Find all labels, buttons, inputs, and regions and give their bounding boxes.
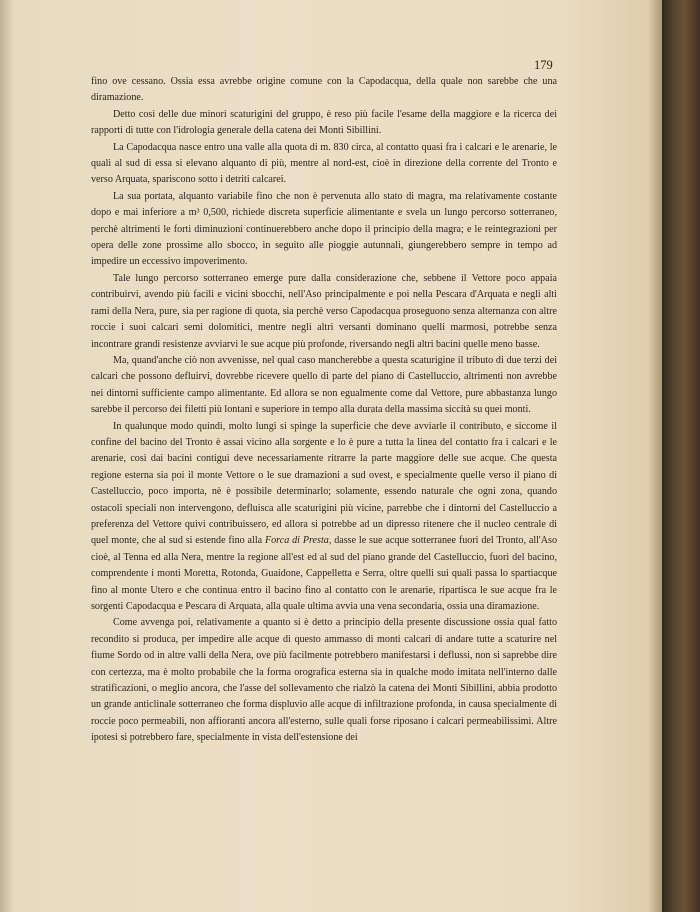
paragraph-5: Tale lungo percorso sotterraneo emerge pure dalla considerazione che, sebbene il Vettore poco appaia contribuirvi, avendo più facili e vicini sbocchi, nell'Aso principalmente e poi nella Pescara d'Arquata e negli alti rami della Nera, pure, sia per ragione di quota, sia perchè verso Capodacqua proseguono senza alternanza con altre roccie i suoi calcari semi dolomitici, mentre negli altri versanti dominano quelli marmosi, potrebbe senza incontrare grandi resistenze avviarvi le sue acque più profonde, riversando negli altri bacini quelle meno basse. xyxy=(91,272,557,350)
paragraph-2: Detto così delle due minori scaturigini del gruppo, è reso più facile l'esame della maggiore e la ricerca dei rapporti di tutte con l'idrologia generale della catena dei Monti Sibillini. xyxy=(91,108,557,137)
page-edge-shadow xyxy=(648,0,662,912)
next-pages-edge xyxy=(662,0,700,912)
place-name-italic: Forca di Presta xyxy=(264,535,329,547)
paragraph-7 xyxy=(91,419,557,616)
paragraph-8: Come avvenga poi, relativamente a quanto si è detto a principio della presente discussione ossia qual fatto recondito si produca, per impedire alle acque di questo ammasso di monti calcari di andare tutte a scaturire nel fiume Sordo od in altre valli della Nera, ove più facilmente potrebbero manifestarsi i deflussi, non si saprebbe dire con certezza, ma è molto probabile che la forma orografica esterna sia in qualche modo imitata nell'interno dalle stratificazioni, o meglio ancora, che l'asse del sollevamento che rialzò la catena dei Monti Sibillini, abbia prodotto un grande anticlinale sotterraneo che forma displuvio alle acque di infiltrazione profonda, in causa specialmente di roccie poco permeabili, non affioranti ancora all'esterno, sulle quali forse riposano i calcari permeabilissimi. Altre ipotesi si potrebbero fare, specialmente in vista dell'estensione dei xyxy=(91,617,557,744)
paragraph-7-text-before: In qualunque modo quindi, molto lungi si spinge la superficie che deve avviarle il contributo, e siccome il confine del bacino del Tronto è assai vicino alla sorgente e lo è pure a tutta la linea del contatto fra i calcari e le arenarie, così dai bacini contigui deve necessariamente ritrarre la parte maggiore delle sue acque. Che questa regione esterna sia poi il monte Vettore o le sue dramazioni a sud ovest, e specialmente quelle verso il piano di Castelluccio, poco importa, nè è possibile determinarlo; solamente, essendo naturale che ogni zona, quando ostacoli speciali non intervengono, defluisca alle scaturigini più vicine, parrebbe che i dintorni del Castelluccio a preferenza del Vettore quivi contribuissero, ed allora si potrebbe ad un dipresso ritenere che il nucleo centrale di quel monte, che al sud si estende fino alla xyxy=(91,420,557,547)
page-number: 179 xyxy=(534,58,553,72)
binding-shadow xyxy=(0,0,14,912)
paragraph-4: La sua portata, alquanto variabile fino che non è pervenuta allo stato di magra, ma relativamente costante dopo e mai inferiore a m³ 0,500, richiede discreta superficie alimentante e svela un lungo percorso sotterraneo, perchè altrimenti le forti diminuzioni continuerebbero anche dopo il principio della magra; e le reintegrazioni per opera delle zone prossime allo sbocco, in seguito alle pioggie autunnali, giungerebbero sempre in tempo ad impedire un eccessivo impoverimento. xyxy=(91,190,557,268)
paragraph-1: fino ove cessano. Ossia essa avrebbe origine comune con la Capodacqua, della quale non sarebbe che una diramazione. xyxy=(91,76,557,104)
body-text xyxy=(91,74,557,747)
paragraph-6: Ma, quand'anche ciò non avvenisse, nel qual caso mancherebbe a questa scaturigine il tributo di due terzi dei calcari che possono defluirvi, dovrebbe ricevere quello di parte del piano di Castelluccio, altrimenti non avrebbe nei dintorni sufficiente campo alimentante. Ed allora se non egualmente come dal Vettore, pure abbastanza lungo sarebbe il percorso dei filetti più lontani e superiore in tempo alla durata della massima siccità su quei monti. xyxy=(91,354,557,416)
paragraph-7-text-after: , dasse le sue acque sotterranee fuori del Tronto, all'Aso cioè, al Tenna ed alla Nera, mentre la regione all'est ed al sud del piano grande del Castelluccio, fuori del bacino, comprendente i monti Moretta, Rotonda, Guaidone, Cappelletta e Serra, oltre quelli sui quali passa lo spartiacque fino al monte Utero e che continua entro il bacino fino al contatto con le arenarie, ripartisca le sue acque fra le sorgenti Capodacqua e Pescara di Arquata, alla quale ultima avvia una vena secondaria, ossia una diramazione. xyxy=(91,535,558,612)
paragraph-3: La Capodacqua nasce entro una valle alla quota di m. 830 circa, al contatto quasi fra i calcari e le arenarie, le quali al sud di essa si elevano alquanto di più, mentre al nord-est, cioè in direzione della corrente del Tronto e verso Arquata, spariscono sotto i detriti calcarei. xyxy=(91,141,557,186)
